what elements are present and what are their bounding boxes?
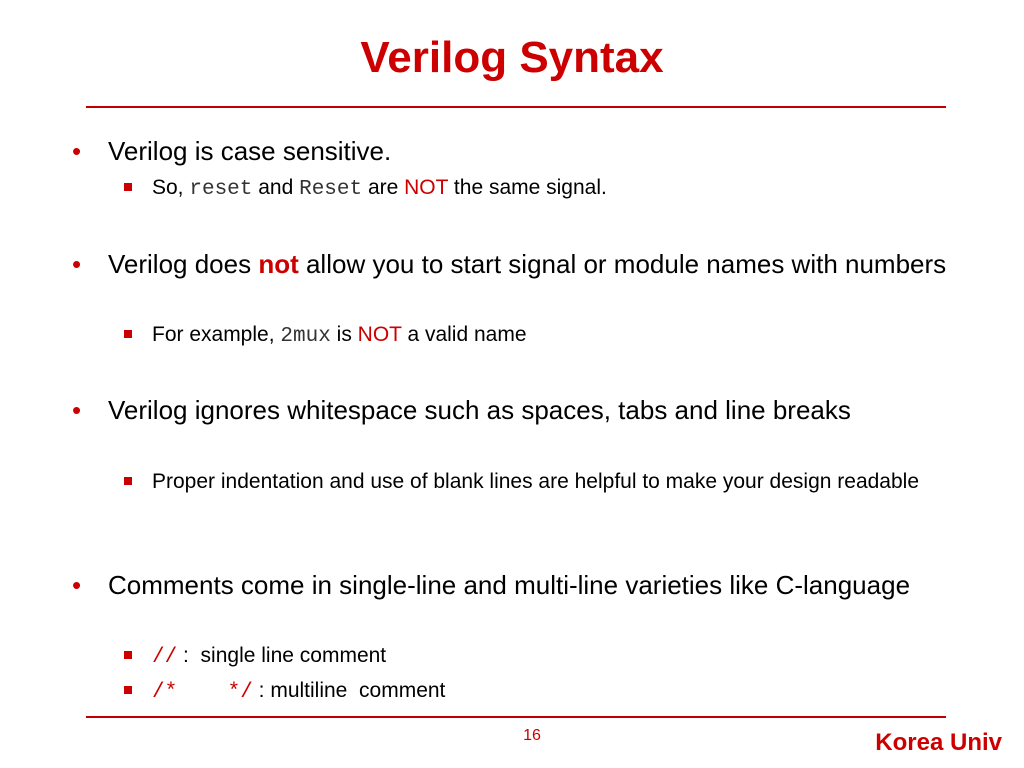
bullet-dot: • <box>72 136 82 166</box>
square-bullet-icon <box>124 686 132 694</box>
text-segment: : single line comment <box>177 644 387 667</box>
square-bullet-icon <box>124 330 132 338</box>
bullet-dot: • <box>72 395 82 425</box>
code-Reset: Reset <box>299 178 363 201</box>
footer-divider <box>86 716 946 718</box>
emphasis-not: NOT <box>357 323 402 346</box>
text-segment: the same signal. <box>448 176 607 199</box>
code-reset: reset <box>189 178 253 201</box>
text-segment: and <box>252 176 300 199</box>
text-segment: For example, <box>152 323 281 346</box>
bullet-1-text: Verilog is case sensitive. <box>108 136 392 166</box>
text-segment: : multiline comment <box>252 679 446 702</box>
sub-bullet-3-1-text: Proper indentation and use of blank lines are helpful to make your design readable <box>152 470 920 493</box>
bullet-2-text <box>108 248 952 281</box>
text-segment: are <box>362 176 405 199</box>
code-single-comment: // <box>152 646 178 669</box>
bullet-dot: • <box>72 570 82 600</box>
bullet-4-text: Comments come in single-line and multi-line varieties like C-language <box>108 570 911 600</box>
title-divider <box>86 106 946 108</box>
slide-title: Verilog Syntax <box>360 33 664 82</box>
code-2mux: 2mux <box>280 325 331 348</box>
emphasis-not: NOT <box>404 176 449 199</box>
square-bullet-icon <box>124 651 132 659</box>
emphasis-not: not <box>258 249 299 279</box>
bullet-dot: • <box>72 249 82 279</box>
square-bullet-icon <box>124 477 132 485</box>
text-segment: Verilog does <box>108 249 259 279</box>
text-segment: So, <box>152 176 190 199</box>
text-segment: a valid name <box>401 323 527 346</box>
code-multi-comment: /* */ <box>152 681 253 704</box>
bullet-3-text: Verilog ignores whitespace such as spaces, tabs and line breaks <box>108 395 851 425</box>
square-bullet-icon <box>124 183 132 191</box>
text-segment: is <box>330 323 358 346</box>
footer-label: Korea Univ <box>875 729 1002 756</box>
page-number: 16 <box>523 727 541 744</box>
text-segment: allow you to start signal or module names with numbers <box>298 249 947 279</box>
